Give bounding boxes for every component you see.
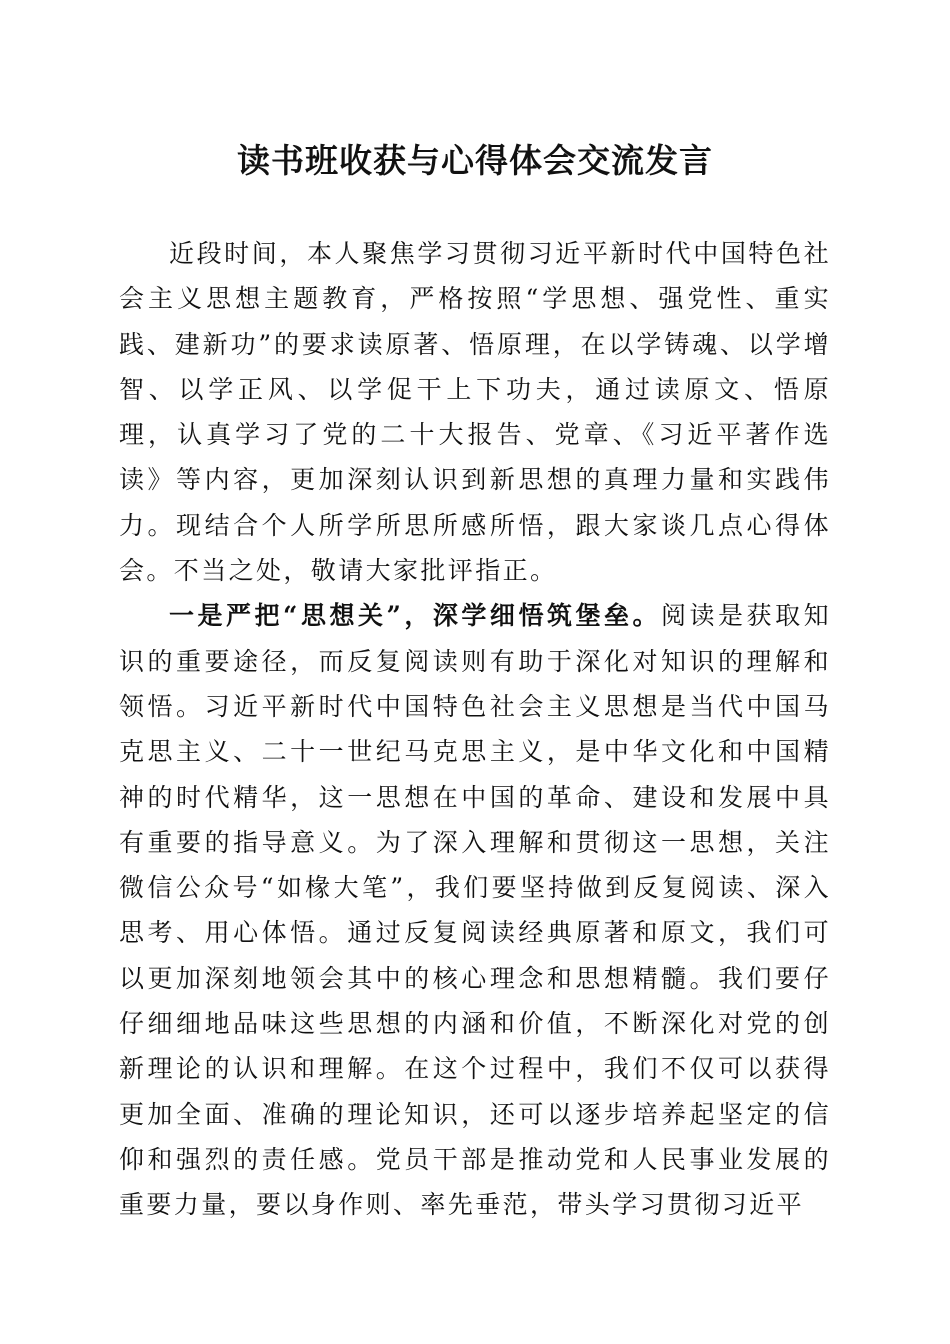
paragraph-intro (119, 231, 831, 593)
paragraph-point-one (119, 593, 831, 1227)
document-body (119, 231, 831, 1228)
paragraph-text: 阅读是获取知识的重要途径，而反复阅读则有助于深化对知识的理解和领悟。习近平新时代中国特色社会主义思想是当代中国马克思主义、二十一世纪马克思主义，是中华文化和中国精神的时代精华，这一思想在中国的革命、建设和发展中具有重要的指导意义。为了深入理解和贯彻这一思想，关注微信公众号“如椽大笔”，我们要坚持做到反复阅读、深入思考、用心体悟。通过反复阅读经典原著和原文，我们可以更加深刻地领会其中的核心理念和思想精髓。我们要仔仔细细地品味这些思想的内涵和价值，不断深化对党的创新理论的认识和理解。在这个过程中，我们不仅可以获得更加全面、准确的理论知识，还可以逐步培养起坚定的信仰和强烈的责任感。党员干部是推动党和人民事业发展的重要力量，要以身作则、率先垂范，带头学习贯彻习近平 (119, 601, 831, 1220)
paragraph-text: 近段时间，本人聚焦学习贯彻习近平新时代中国特色社会主义思想主题教育，严格按照“学思想、强党性、重实践、建新功”的要求读原著、悟原理，在以学铸魂、以学增智、以学正风、以学促干上下功夫，通过读原文、悟原理，认真学习了党的二十大报告、党章、《习近平著作选读》等内容，更加深刻认识到新思想的真理力量和实践伟力。现结合个人所学所思所感所悟，跟大家谈几点心得体会。不当之处，敬请大家批评指正。 (119, 239, 831, 586)
paragraph-lead: 一是严把“思想关”，深学细悟筑堡垒。 (169, 601, 662, 631)
document-title: 读书班收获与心得体会交流发言 (237, 141, 713, 180)
